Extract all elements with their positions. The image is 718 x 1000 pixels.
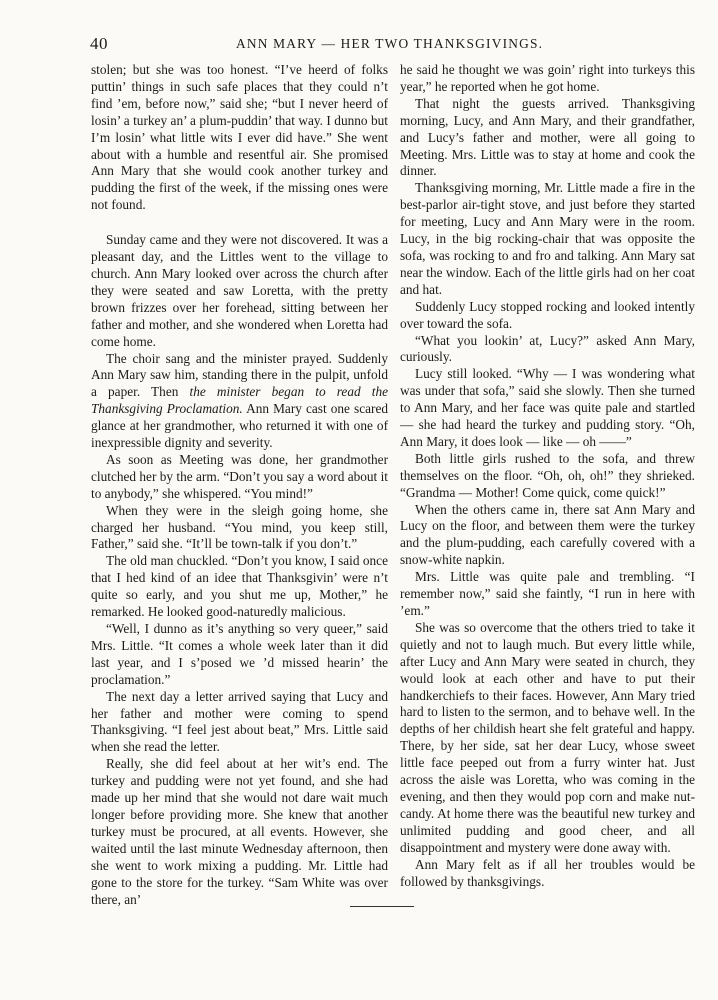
paragraph: When the others came in, there sat Ann Mary and Lucy on the floor, and between them were the turkey and the plum-pudding, each carefully covered with a snow-white napkin. (400, 501, 695, 568)
italic-phrase: the minister began to read the Thanksgiving Proclamation. (91, 384, 388, 417)
paragraph-text: Ann Mary cast one scared glance at her grandmother, who returned it with one of inexpressible dignity and severity. (91, 401, 389, 451)
paragraph: Ann Mary felt as if all her troubles would be followed by thanksgivings. (400, 856, 695, 889)
paragraph: Suddenly Lucy stopped rocking and looked intently over toward the sofa. (400, 298, 695, 331)
paragraph: Sunday came and they were not discovered. It was a pleasant day, and the Littles went to the village to church. Ann Mary looked over across the church after they were seated and saw Loretta, with the pretty brown frizzes over her forehead, sitting between her father and mother, and she wondered when Loretta had come home. (91, 232, 388, 349)
page-number: 40 (90, 34, 108, 53)
paragraph: Mrs. Little was quite pale and trembling. “I remember now,” said she faintly, “I run in here with ’em.” (400, 569, 695, 618)
paragraph: The old man chuckled. “Don’t you know, I said once that I hed kind of an idee that Thanksgivin’ were n’t quite so early, and you shut me up, Mother,” he remarked. He looked good-naturedly malicious. (91, 553, 388, 620)
paragraph-text: The choir sang and the minister prayed. Suddenly Ann Mary saw him, standing there in the pulpit, unfold a paper. Then (91, 350, 388, 400)
paragraph: Thanksgiving morning, Mr. Little made a fire in the best-parlor air-tight stove, and just before they started for meeting, Lucy and Ann Mary were in the room. Lucy, in the big rocking-chair that was opposite the sofa, was rocking to and fro and talking. Ann Mary sat near the window. Each of the little girls had on her coat and hat. (400, 180, 695, 297)
paragraph (91, 351, 388, 452)
running-head: ANN MARY — HER TWO THANKSGIVINGS. (236, 36, 544, 51)
paragraph: That night the guests arrived. Thanksgiving morning, Lucy, and Ann Mary, and their grandfather, and Lucy’s father and mother, were all going to Meeting. Mrs. Little was to stay at home and cook the dinner. (400, 95, 695, 179)
left-column (91, 62, 388, 908)
paragraph: “What you lookin’ at, Lucy?” asked Ann Mary, curiously. (400, 332, 695, 365)
paragraph: Lucy still looked. “Why — I was wondering what was under that sofa,” said she slowly. Then she turned to Ann Mary, and her face was quite pale and startled — she had heard the turkey and pudding story. “Oh, Ann Mary, it does look — like — oh ——” (400, 366, 695, 449)
right-column (400, 62, 695, 890)
paragraph: As soon as Meeting was done, her grandmother clutched her by the arm. “Don’t you say a word about it to anybody,” she whispered. “You mind!” (91, 451, 388, 501)
end-rule (350, 906, 414, 907)
paragraph: Both little girls rushed to the sofa, and threw themselves on the floor. “Oh, oh, oh!” they shrieked. “Grandma — Mother! Come quick, come quick!” (400, 450, 695, 500)
paragraph: She was so overcome that the others tried to take it quietly and not to laugh much. But every little while, after Lucy and Ann Mary were seated in church, they would look at each other and have to put their handkerchiefs to their faces. However, Ann Mary tried hard to listen to the sermon, and to behave well. In the depths of her childish heart she felt grateful and happy. There, by her side, sat her dear Lucy, whose sweet little face peeped out from a furry winter hat. Just across the aisle was Loretta, who was coming in the evening, and then they would pop corn and make nut-candy. At home there was the beautiful new turkey and unlimited pudding and good cheer, and all disappointment and mystery were done away with. (400, 619, 695, 855)
paragraph: “Well, I dunno as it’s anything so very queer,” said Mrs. Little. “It comes a whole week later than it did last year, and I s’posed we ’d missed hearin’ the proclamation.” (91, 621, 388, 687)
paragraph: Really, she did feel about at her wit’s end. The turkey and pudding were not yet found, and she had made up her mind that she would not dare wait much longer before providing more. She knew that another turkey must be procured, at all events. However, she waited until the last minute Wednesday afternoon, then she went to work mixing a pudding. Mr. Little had gone to the store for the turkey. “Sam White was over there, an’ (91, 756, 388, 907)
paragraph: The next day a letter arrived saying that Lucy and her father and mother were coming to spend Thanksgiving. “I feel jest about beat,” Mrs. Little said when she read the letter. (91, 688, 388, 755)
paragraph: he said he thought we was goin’ right into turkeys this year,” he reported when he got home. (400, 62, 695, 94)
paragraph: stolen; but she was too honest. “I’ve heerd of folks puttin’ things in such safe places that they could n’t find ’em, before now,” said she; “but I never heerd of losin’ a turkey an’ a plum-puddin’ that way. I dunno but I’m losin’ what little wits I ever did have.” She went about with a humble and resentful air. She promised Ann Mary that she would cook another turkey and pudding the first of the week, if the missing ones were not found. (91, 62, 388, 213)
paragraph: When they were in the sleigh going home, she charged her husband. “You mind, you keep still, Father,” said she. “It’ll be town-talk if you don’t.” (91, 502, 388, 552)
